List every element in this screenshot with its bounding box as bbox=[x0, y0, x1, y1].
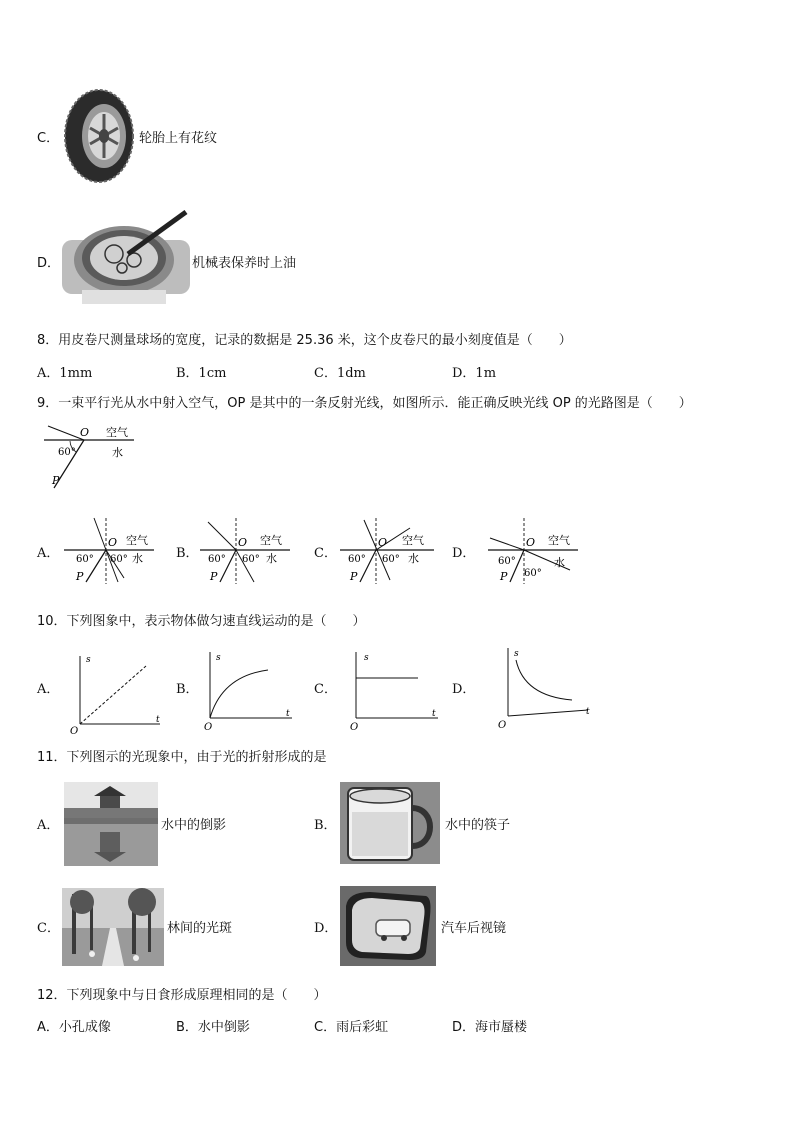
q10-a-axis-s: s bbox=[86, 655, 91, 665]
q9-d-label-o: O bbox=[526, 536, 536, 549]
q9-option-c-diagram bbox=[338, 514, 438, 586]
q12-option-c: C．雨后彩虹 bbox=[314, 1020, 389, 1035]
q10-option-d-letter: D． bbox=[452, 682, 476, 697]
q10-graph-c bbox=[346, 648, 446, 734]
q10-graph-a bbox=[66, 648, 166, 734]
q10-graph-b bbox=[200, 648, 300, 734]
q8-option-c: C．1dm bbox=[314, 366, 366, 381]
q10-a-axis-t: t bbox=[156, 715, 160, 725]
q8-option-d: D．1m bbox=[452, 366, 497, 381]
q10-c-axis-s: s bbox=[364, 653, 369, 663]
q9-option-d-letter: D． bbox=[452, 546, 476, 561]
q8-option-a: A．1mm bbox=[37, 366, 93, 381]
q11-photo-chopsticks bbox=[340, 782, 440, 864]
q9-figure bbox=[40, 420, 140, 495]
watch-oiling-photo bbox=[62, 210, 190, 306]
q9-b-label-air: 空气 bbox=[260, 534, 282, 547]
q9-c-label-air: 空气 bbox=[402, 534, 424, 547]
q10-graph-d bbox=[494, 644, 596, 732]
q9-d-label-angle-right: 60° bbox=[524, 568, 542, 579]
q9-a-label-angle-right: 60° bbox=[110, 554, 128, 565]
q11-option-b-text: 水中的筷子 bbox=[445, 818, 511, 833]
q10-d-axis-o: O bbox=[498, 720, 507, 731]
q9-c-label-p: P bbox=[350, 570, 358, 583]
q10-b-axis-s: s bbox=[216, 653, 221, 663]
q9-fig-label-water: 水 bbox=[112, 446, 123, 459]
q9-a-label-angle-left: 60° bbox=[76, 554, 94, 565]
q9-c-label-o: O bbox=[378, 536, 388, 549]
q9-a-label-o: O bbox=[108, 536, 118, 549]
q9-option-d-diagram bbox=[486, 514, 582, 586]
q9-option-a-letter: A． bbox=[37, 546, 60, 561]
q9-d-label-angle-left: 60° bbox=[498, 556, 516, 567]
q11-option-d-text: 汽车后视镜 bbox=[441, 921, 507, 936]
q11-option-c-text: 林间的光斑 bbox=[167, 921, 233, 936]
q10-option-b-letter: B． bbox=[176, 682, 199, 697]
q9-c-label-water: 水 bbox=[408, 552, 419, 565]
q9-stem: 9．一束平行光从水中射入空气，OP 是其中的一条反射光线，如图所示．能正确反映光线 OP 的光路图是（ ） bbox=[37, 396, 692, 411]
q9-fig-label-air: 空气 bbox=[106, 426, 128, 439]
q9-d-label-water: 水 bbox=[554, 556, 565, 569]
q9-c-label-angle-left: 60° bbox=[348, 554, 366, 565]
q11-stem: 11．下列图示的光现象中，由于光的折射形成的是 bbox=[37, 750, 327, 765]
q10-d-axis-s: s bbox=[514, 649, 519, 659]
q10-d-axis-t: t bbox=[586, 707, 590, 717]
q10-b-axis-t: t bbox=[286, 709, 290, 719]
q9-b-label-angle-left: 60° bbox=[208, 554, 226, 565]
q11-option-b-letter: B． bbox=[314, 818, 337, 833]
q9-b-label-p: P bbox=[210, 570, 218, 583]
q11-photo-forest bbox=[62, 888, 164, 966]
q11-option-a-text: 水中的倒影 bbox=[161, 818, 227, 833]
q9-option-c-letter: C． bbox=[314, 546, 337, 561]
q11-option-d-letter: D． bbox=[314, 921, 338, 936]
q7-option-d-letter: D． bbox=[37, 256, 61, 271]
q9-fig-label-p: P bbox=[52, 474, 60, 487]
q12-option-d: D．海市蜃楼 bbox=[452, 1020, 528, 1035]
q9-option-a-diagram bbox=[62, 514, 158, 586]
q11-photo-reflection bbox=[64, 782, 158, 866]
q9-a-label-air: 空气 bbox=[126, 534, 148, 547]
q10-stem: 10．下列图象中，表示物体做匀速直线运动的是（ ） bbox=[37, 614, 366, 629]
q9-fig-label-o: O bbox=[80, 426, 90, 439]
q9-a-label-p: P bbox=[76, 570, 84, 583]
tire-photo bbox=[62, 88, 136, 184]
q9-d-label-air: 空气 bbox=[548, 534, 570, 547]
q11-option-c-letter: C． bbox=[37, 921, 60, 936]
q8-option-b: B．1cm bbox=[176, 366, 227, 381]
q9-a-label-water: 水 bbox=[132, 552, 143, 565]
q10-a-axis-o: O bbox=[70, 726, 79, 734]
q7-option-c-text: 轮胎上有花纹 bbox=[139, 131, 218, 146]
q10-c-axis-o: O bbox=[350, 722, 359, 733]
q7-option-c-letter: C． bbox=[37, 131, 60, 146]
q9-d-label-p: P bbox=[500, 570, 508, 583]
q9-b-label-angle-right: 60° bbox=[242, 554, 260, 565]
q12-stem: 12．下列现象中与日食形成原理相同的是（ ） bbox=[37, 988, 327, 1003]
q12-option-a: A．小孔成像 bbox=[37, 1020, 111, 1035]
q9-option-b-diagram bbox=[198, 514, 294, 586]
q11-option-a-letter: A． bbox=[37, 818, 60, 833]
q9-c-label-angle-right: 60° bbox=[382, 554, 400, 565]
q8-stem: 8．用皮卷尺测量球场的宽度，记录的数据是 25.36 米，这个皮卷尺的最小刻度值是（ ） bbox=[37, 333, 572, 348]
q9-b-label-water: 水 bbox=[266, 552, 277, 565]
q11-photo-mirror bbox=[340, 886, 436, 966]
q7-option-d-text: 机械表保养时上油 bbox=[192, 256, 297, 271]
q9-option-b-letter: B． bbox=[176, 546, 199, 561]
q10-c-axis-t: t bbox=[432, 709, 436, 719]
q9-fig-label-angle: 60° bbox=[58, 447, 76, 458]
q10-option-c-letter: C． bbox=[314, 682, 337, 697]
q9-b-label-o: O bbox=[238, 536, 248, 549]
q10-option-a-letter: A． bbox=[37, 682, 60, 697]
q12-option-b: B．水中倒影 bbox=[176, 1020, 250, 1035]
q10-b-axis-o: O bbox=[204, 722, 213, 733]
